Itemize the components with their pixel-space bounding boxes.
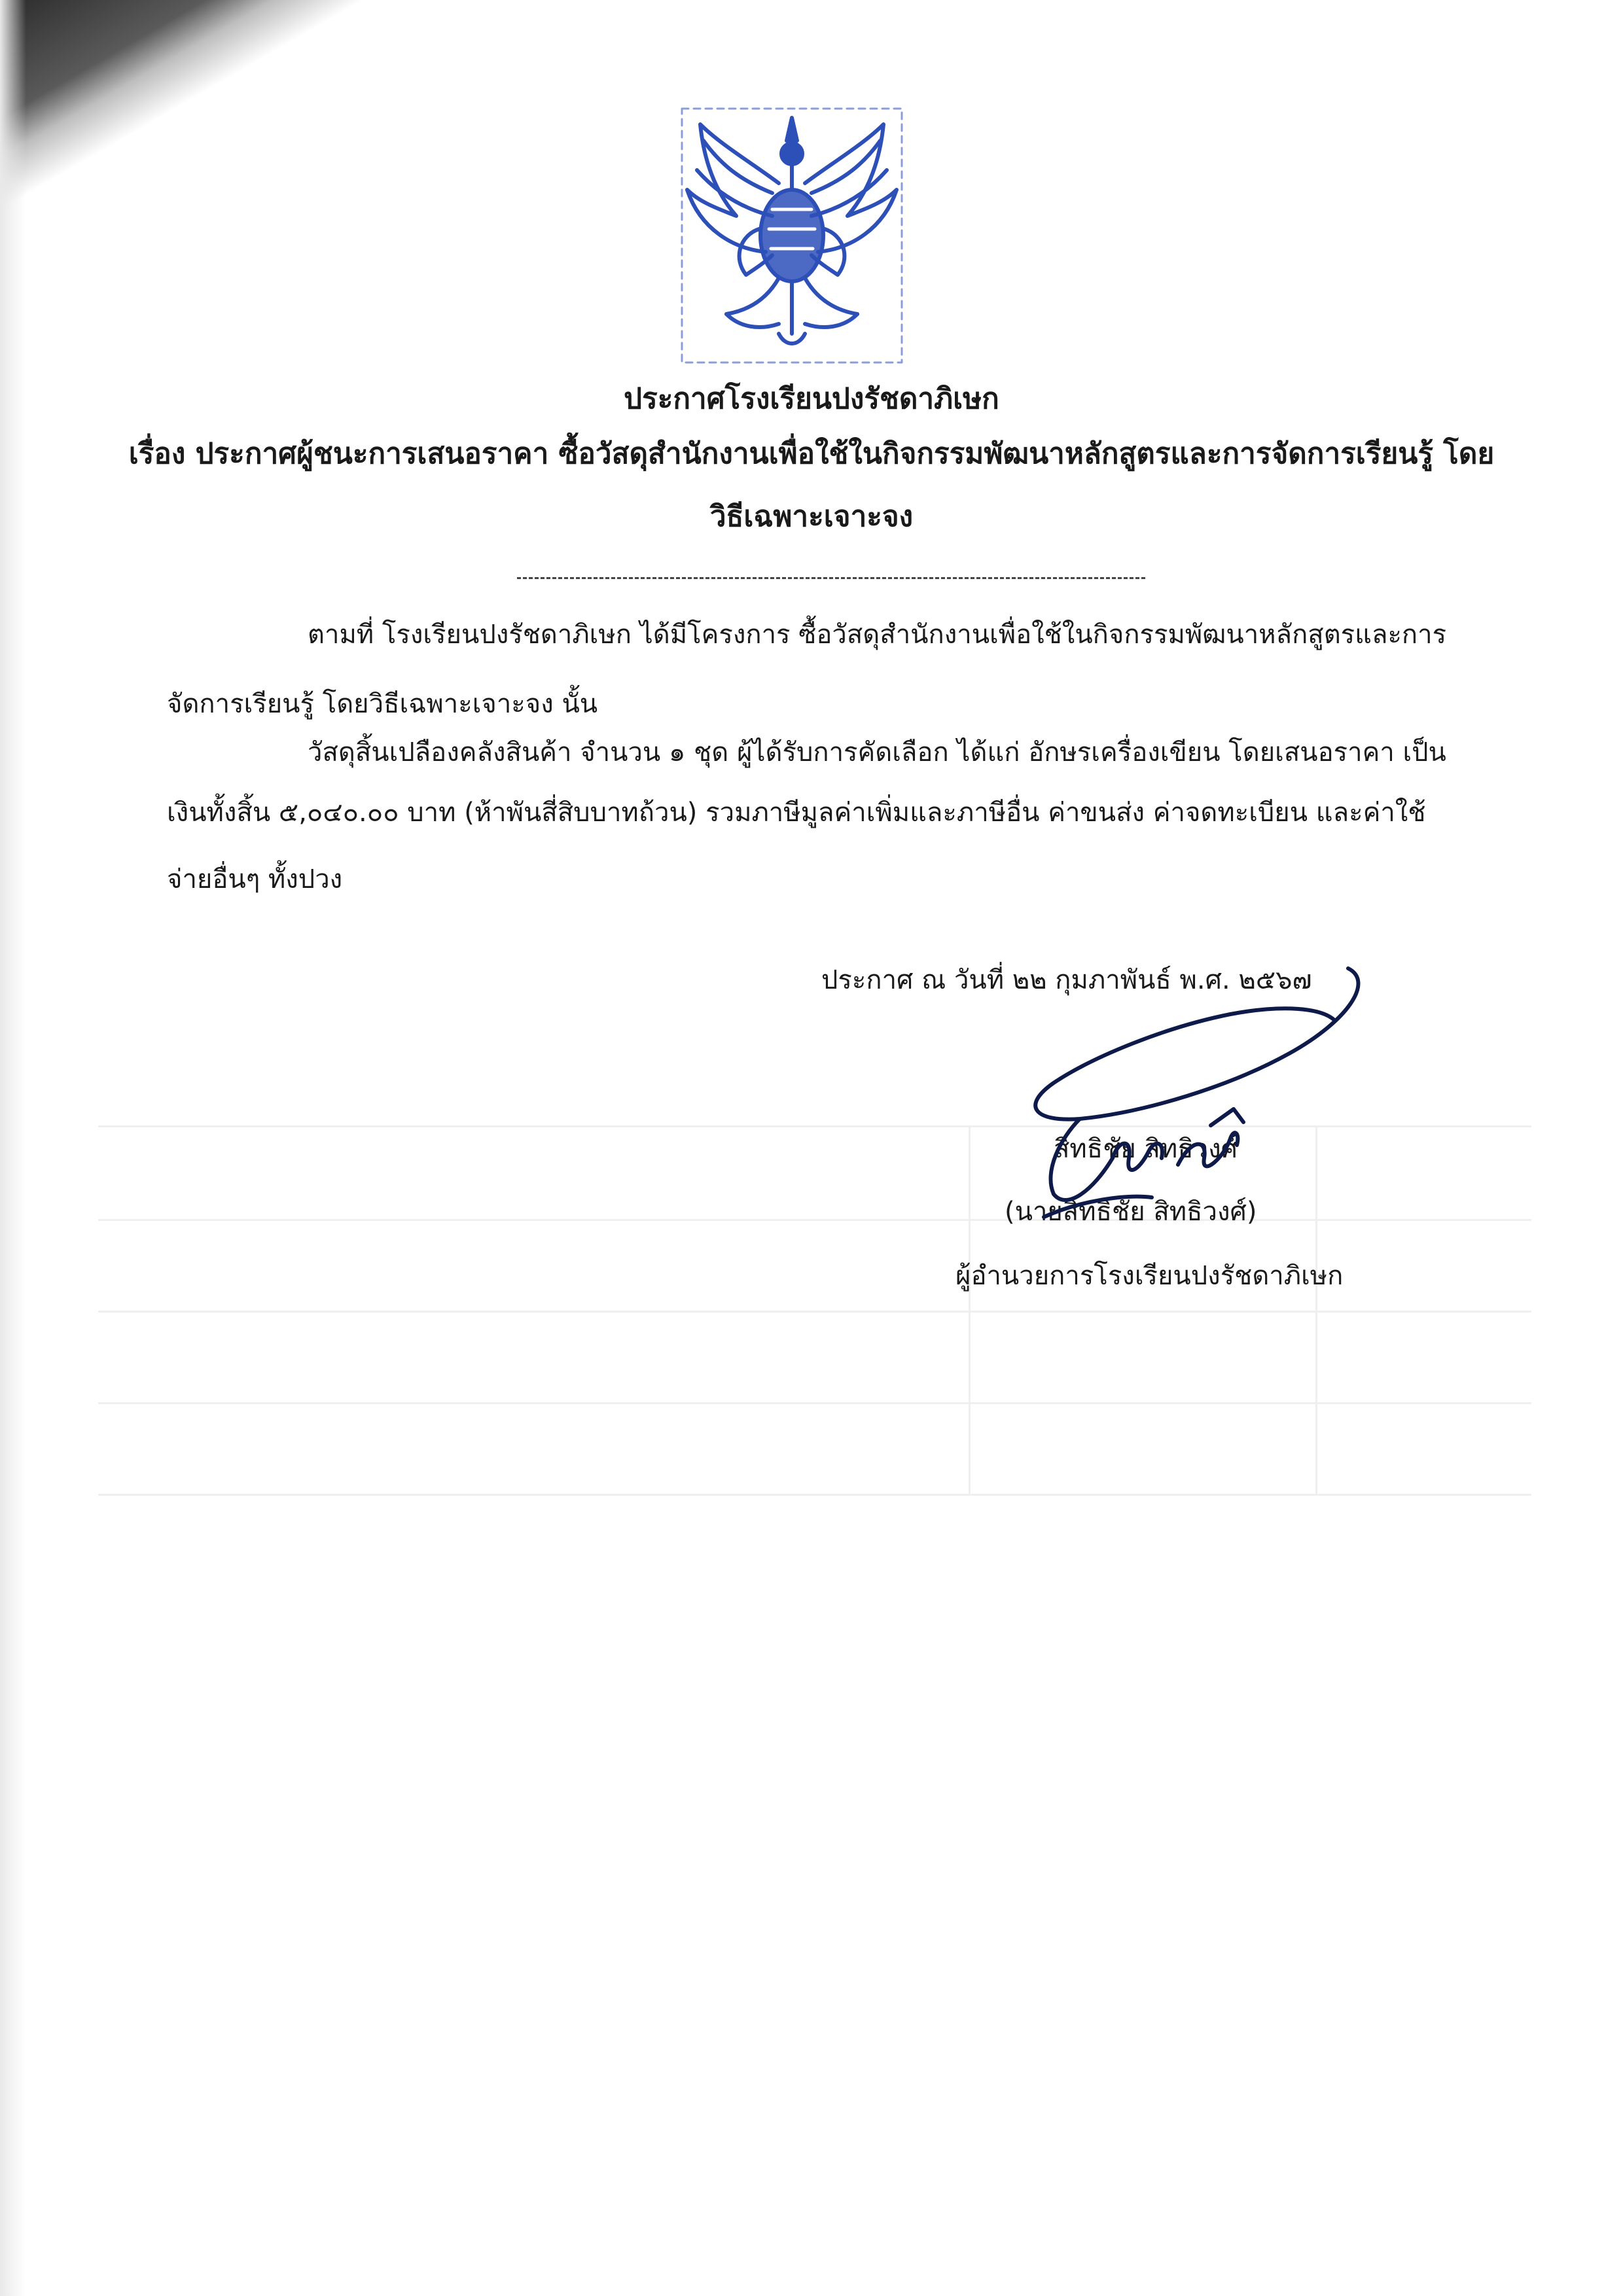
garuda-emblem-icon: [674, 105, 910, 366]
announcement-date: ประกาศ ณ วันที่ ๒๒ กุมภาพันธ์ พ.ศ. ๒๕๖๗: [821, 965, 1312, 995]
paragraph-2-line-3: จ่ายอื่นๆ ทั้งปวง: [167, 864, 343, 894]
paragraph-2-line-2: เงินทั้งสิ้น ๕,๐๔๐.๐๐ บาท (ห้าพันสี่สิบบาทถ้วน) รวมภาษีมูลค่าเพิ่มและภาษีอื่น ค่าขนส่ง ค่าจดทะเบียน และค่าใช้: [167, 798, 1426, 828]
announcement-title: ประกาศโรงเรียนปงรัชดาภิเษก: [624, 382, 999, 415]
announcement-subject: เรื่อง ประกาศผู้ชนะการเสนอราคา ซื้อวัสดุสำนักงานเพื่อใช้ในกิจกรรมพัฒนาหลักสูตรและการจัดการเรียนรู้ โดย: [128, 437, 1495, 470]
paragraph-1-line-2: จัดการเรียนรู้ โดยวิธีเฉพาะเจาะจง นั้น: [167, 689, 598, 719]
scan-corner-shadow: [0, 0, 458, 393]
paragraph-2-line-1: วัสดุสิ้นเปลืองคลังสินค้า จำนวน ๑ ชุด ผู้ได้รับการคัดเลือก ได้แก่ อักษรเครื่องเขียน โดยเสนอราคา เป็น: [308, 737, 1446, 768]
heading-divider: [517, 577, 1145, 579]
signer-name: สิทธิชัย สิทธิวงศ์: [1054, 1134, 1238, 1164]
announcement-subject-continued: วิธีเฉพาะเจาะจง: [709, 500, 914, 533]
signer-full-name: (นายสิทธิชัย สิทธิวงศ์): [1005, 1197, 1257, 1227]
handwritten-signature-icon: [982, 942, 1387, 1256]
paragraph-1-line-1: ตามที่ โรงเรียนปงรัชดาภิเษก ได้มีโครงการ ซื้อวัสดุสำนักงานเพื่อใช้ในกิจกรรมพัฒนาหลักสูตรและการ: [308, 620, 1447, 650]
signer-position: ผู้อำนวยการโรงเรียนปงรัชดาภิเษก: [955, 1261, 1344, 1291]
scan-edge-shadow: [0, 0, 26, 2296]
